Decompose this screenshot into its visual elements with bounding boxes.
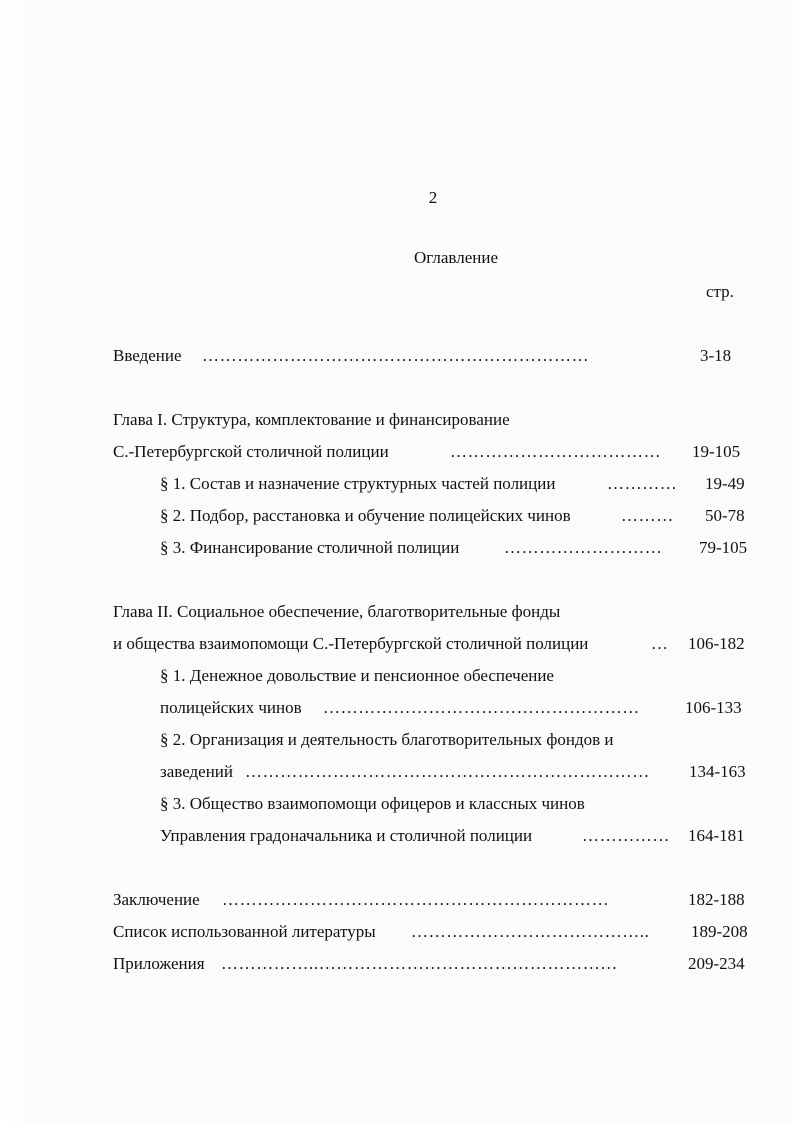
toc-entry-references-label: Список использованной литературы <box>113 922 376 941</box>
toc-chapter2-section2-line2: заведений <box>160 762 233 781</box>
toc-chapter1-section3-label: § 3. Финансирование столичной полиции <box>160 538 460 557</box>
toc-chapter1-line2: С.-Петербургской столичной полиции <box>113 442 389 461</box>
toc-entry-intro-pages: 3-18 <box>700 346 732 365</box>
toc-chapter2-line1: Глава II. Социальное обеспечение, благотворительные фонды <box>113 602 561 621</box>
toc-entry-references-dots: ………………………………….. <box>411 922 650 941</box>
toc-chapter2-section1-dots: ……………………………………………… <box>323 698 640 717</box>
toc-chapter1-section2-pages: 50-78 <box>705 506 745 525</box>
pages-column-label: стр. <box>706 282 734 301</box>
toc-chapter2-section1-line2: полицейских чинов <box>160 698 302 717</box>
scan-edge <box>0 0 40 1122</box>
toc-entry-conclusion-dots: ………………………………………………………… <box>222 890 610 909</box>
toc-entry-appendices-pages: 209-234 <box>688 954 745 973</box>
toc-chapter2-section3-dots: …………… <box>582 826 670 845</box>
toc-entry-intro-dots: ………………………………………………………… <box>202 346 590 365</box>
toc-chapter2-dots: … <box>651 634 669 653</box>
toc-chapter2-section2-dots: …………………………………………………………… <box>245 762 650 781</box>
toc-chapter2-line2: и общества взаимопомощи С.-Петербургской столичной полиции <box>113 634 589 653</box>
toc-chapter1-section1-pages: 19-49 <box>705 474 745 493</box>
toc-chapter2-section1-line1: § 1. Денежное довольствие и пенсионное обеспечение <box>160 666 554 685</box>
toc-entry-intro-label: Введение <box>113 346 182 365</box>
toc-chapter2-section2-pages: 134-163 <box>689 762 746 781</box>
toc-entry-appendices-dots: ……………..…………………………………………… <box>221 954 618 973</box>
toc-chapter1-section1-label: § 1. Состав и назначение структурных частей полиции <box>160 474 556 493</box>
toc-chapter1-line1: Глава I. Структура, комплектование и финансирование <box>113 410 510 429</box>
toc-chapter1-section1-dots: ………… <box>607 474 678 493</box>
toc-chapter2-pages: 106-182 <box>688 634 745 653</box>
toc-chapter2-section3-pages: 164-181 <box>688 826 745 845</box>
toc-chapter2-section3-line2: Управления градоначальника и столичной полиции <box>160 826 533 845</box>
toc-chapter1-pages: 19-105 <box>692 442 741 461</box>
toc-title: Оглавление <box>414 248 498 267</box>
toc-chapter1-section3-dots: ……………………… <box>504 538 663 557</box>
toc-chapter2-section1-pages: 106-133 <box>685 698 742 717</box>
toc-chapter1-section2-label: § 2. Подбор, расстановка и обучение полицейских чинов <box>160 506 571 525</box>
toc-entry-references-pages: 189-208 <box>691 922 748 941</box>
page-number: 2 <box>428 188 438 207</box>
toc-chapter1-dots: ……………………………… <box>450 442 662 461</box>
toc-chapter2-section3-line1: § 3. Общество взаимопомощи офицеров и классных чинов <box>160 794 585 813</box>
toc-chapter1-section3-pages: 79-105 <box>699 538 748 557</box>
toc-chapter2-section2-line1: § 2. Организация и деятельность благотворительных фондов и <box>160 730 614 749</box>
toc-entry-appendices-label: Приложения <box>113 954 205 973</box>
toc-entry-conclusion-label: Заключение <box>113 890 200 909</box>
toc-entry-conclusion-pages: 182-188 <box>688 890 745 909</box>
toc-chapter1-section2-dots: ……… <box>621 506 674 525</box>
